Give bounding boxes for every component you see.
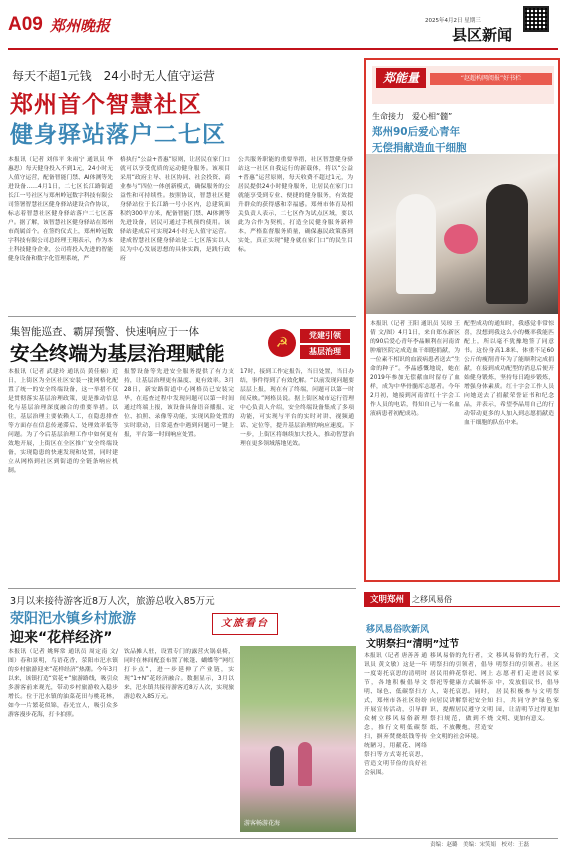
paper-name: 郑州晚报 (50, 17, 111, 35)
flower-field-photo (240, 646, 356, 832)
culture-tourism-badge: 文旅看台 (212, 613, 278, 635)
story-rural-tourism (8, 588, 356, 838)
editor-credits: 责编：赵璐 美编：宋笑娟 校对：王磊 (430, 842, 530, 848)
photo-tourist-2 (298, 742, 312, 786)
civilization-column-header (364, 592, 452, 606)
party-emblem-icon: ☭ (268, 329, 296, 357)
photo-caption: 游客畅游花海 (244, 820, 281, 827)
story-smart-gym (8, 56, 356, 356)
column-tag: 文明郑州 (364, 592, 410, 606)
photo-tourist-1 (270, 746, 284, 786)
story3-column-2: 配型成功的通知时，我感觉非常惊喜，没想到我这么小的概率我能匹配上，所以毫不犹豫地签了同意书。这份身高1.8米、体重不足60公斤的瘦削青年为了能顺利完成捐献，在接到成功配型的消息后便开始健身锻炼，坚持每日跑步锻炼，增强身体素质。红十字会工作人员向她送去了捐献荣誉证书和纪念品，并表示，希望李晶用自己的行动带动更多的人加入到志愿捐献造血干细胞的队伍中来。 (464, 321, 554, 426)
column-rule (364, 606, 560, 607)
zhengnengliang-banner (372, 66, 554, 104)
story5-title: 文明祭扫“清明”过节 (366, 639, 460, 650)
story1-kicker: 每天不超1元钱 24小时无人值守运营 (12, 69, 215, 83)
photo-figure-donor (396, 194, 436, 294)
masthead (8, 6, 558, 46)
story4-column-1: 本报讯（记者 姚辉常 通讯员 周定南 文/图）春和景明，鸟语花香，荥阳市汜水镇的乡村旅游迎来“花样经济”热潮。今年3月以来，该镇打造“赏花+”旅游路线，吸引众多游客前来观光，带动乡村旅游收入稳步增长。位于汜水镇的油菜花田与桃花林，如今一片繁花似锦，春光宜人，吸引众多游客漫步花海，打卡拍照。 (8, 649, 118, 718)
story2-column-1: 本报讯（记者 武建玲 通讯员 黄佳楠）近日，上街区为全区社区安装一批网格化配置了统一的安全终端设备，这一举措不仅是贯彻落实基层治理政策，更是推动信息化与基层治理深度融合的重要举措。以往，基层治理主要依赖人工，在隐患排查等方面存在信息传递滞后、处理效率低等问题。为了今后基层治理工作中如何更有效地开展，上街区在全区推广安全终端设备，实现隐患的快速发现和处置，同时建立从网格到社区到街道的全链条响应机制。 (8, 369, 118, 474)
section-name: 县区新闻 (452, 26, 513, 44)
story4-column-2: 饮品摊人驻，设置专门的露营火锅桌椅，同时在林间配套布置了帐篷、蝴蝶等“网红打卡点”，进一步延伸了产业链，实现“1+N”花经济融合。数据显示，3月以来，汜水镇共接待游客近8万人次，实现旅游总收入85万元。 (124, 649, 234, 700)
donor-photo (366, 154, 558, 314)
story3-kicker: 生命接力 爱心相“髓” (372, 112, 453, 121)
party-building-badge (268, 325, 352, 367)
story4-title-line2: 迎来“花样经济” (10, 630, 113, 646)
column-logo: 郑能量 (376, 68, 426, 88)
story3-column-1: 本报讯（记者 王阳 通讯员 吴琼 王倩 文/图）4月1日，来自郑东新区的90后爱心青年李晶顺利在河南省肿瘤医院完成造血干细胞捐献，为一位素不相识的血液病患者送去“生命的种子”。李晶感慨地说，她在2019年参加无偿献血时留存了血样，成为中华骨髓库志愿者。今年2月初，她接到河南省红十字会工作人员的电话，得知自己与一名血液病患者初配成功。 (370, 321, 460, 417)
divider (8, 316, 356, 317)
story-marrow-donation (364, 58, 560, 582)
story1-column-1: 本报讯（记者 刘伟平 朱雨宁 通讯员 华惠思）每天健身投入不到1元，24小时无人值守运营，配备智能门禁、AI体测等先进设备……4月1日，二七区长江路街道长江一号社区与郑州岭冠数字科技有限公司签署智慧社区健身驿站建设合作协议，标志着智慧社区健身驿站落户二七区落户。据了解，该智慧社区健身驿站在郑州市尚属首个。在签约仪式上，郑州岭冠数字科技有限公司总经理王翔表示，作为本土科技健身企业，公司将投入先进的智能健身设备和数字化管理系统，严 (8, 157, 113, 262)
story1-column-2: 格执行“公益+普惠”原则，让居民在家门口就可以享受优质的运动健身服务。该项目采用“政府主导、社区协同、社会投资、商业参与”四位一体创新模式，确保服务的公益性和可持续性。按照协议，智慧社区健身驿站位于长江路一号小区内，总建筑面积约300平方米，配备智能门禁、AI体测等先进设备，居民可通过手机预约使用。该驿站建成后可实现24小时无人值守运营。建成智慧社区健身驿站是二七区落实以人民为中心发展思想的具体实践，是践行政府 (120, 157, 230, 262)
story3-title-line2: 无偿捐献造血干细胞 (372, 142, 467, 154)
column-slogan: “赵超构网阅报”好书栏 (430, 73, 552, 85)
story5-column-3: 移风易俗的先行者，文明祭扫的引领者。社区志愿者们走进居民家中，发放倡议书，倡导居民积极参与文明祭扫，共同守护绿色家园，让清明节过得更加文明、更加有意义。 (496, 653, 559, 722)
story5-column-1: 本报讯（记者 唐善善 通讯员 黄文敏）这是一年一度寄托哀思的清明时节，各地积极倡导文明、绿色、低碳祭扫方式，郑州市各社区纷纷开展宣传活动，引导群众树立移风易俗新理念，推行文明低碳祭扫，摒弃焚烧纸钱等传统陋习，用献花、网络祭扫等方式寄托哀思，营造文明节俭的良好社会氛围。 (364, 653, 427, 776)
photo-figure-visitor (486, 184, 528, 304)
badge-line-2: 基层治理 (300, 345, 350, 359)
story4-title-line1: 荥阳汜水镇乡村旅游 (10, 611, 136, 627)
story2-kicker: 集智能巡查、霸屏预警、快速响应于一体 (10, 326, 199, 338)
story5-column-2: 移风易俗的先行者，文明祭扫的引领者，倡导居民用鲜花祭祀、网上祭祀等健康方式缅怀亲人，寄托哀思。同时，向居民讲解祭祀安全知识，提醒居民遵守文明祭扫规范，做到不烧纸、不放鞭炮，营造安全文明的社会环境。 (430, 653, 493, 740)
story2-column-3: 17时，接到工作定报告，当日处置，当日办结，事件得到了有效化解。“以前发现问题要层层上报，现在有了终端，问题可以第一时间反映。”网格员说。据上街区城市运行管理中心负责人介绍，安全终端设备集成了多项功能，可实现与平台的实时对讲、视频通话、定位等，提升基层治理的响应速度。下一步，上街区将继续加大投入，推动智慧治理在更多领域落地见效。 (240, 369, 354, 447)
story1-column-3: 公共服务职能的重要举措，社区智慧健身驿站这一社区自我运行的新载体，将以“公益+普惠”运营原则，每天收费不超过1元，为居民提供24小时健身服务，让居民在家门口就能享受到专业、便捷的健身服务，有效提升群众的获得感和幸福感。郑州市体育局相关负责人表示，二七区作为试点区域，要以此为合作为契机，打造全民健身服务新样本，严格监督服务质量，确保惠民政策落到实处，真正实现“健身就在家门口”的民生目标。 (238, 157, 353, 253)
story3-title-line1: 郑州90后爱心青年 (372, 126, 461, 138)
story4-kicker: 3月以来接待游客近8万人次，旅游总收入85万元 (10, 596, 215, 607)
story5-kicker: 移风易俗吹新风 (366, 625, 430, 635)
photo-flowers (444, 224, 478, 254)
badge-line-1: 党建引领 (300, 329, 350, 343)
header-rule (8, 48, 558, 50)
story1-title-line2: 健身驿站落户二七区 (10, 122, 226, 148)
divider (8, 588, 356, 589)
story1-title-line1: 郑州首个智慧社区 (10, 92, 202, 118)
page-number: A09 (8, 14, 43, 35)
qr-code (523, 6, 549, 32)
story2-title: 安全终端为基层治理赋能 (10, 342, 225, 365)
story2-column-2: 报警设备等先进安全服务提供了有力支持，让基层治理更有温度、更有效率。3月28日，新安路街道中心网格员已安装完毕，在巡查过程中发现问题可以第一时间通过终端上报，该设备具备语音播报、定位、拍照、录像等功能，实现风险处置的实时联动，日常巡查中遇到问题可一键上报，平台第一时间响应处置。 (124, 369, 234, 438)
story-civilized-tomb-sweeping (364, 592, 560, 838)
column-suffix: 之移风易俗 (412, 594, 453, 604)
footer-rule (8, 838, 558, 839)
story-safety-terminal (8, 316, 356, 582)
issue-date: 2025年4月2日 星期三 (425, 18, 481, 24)
